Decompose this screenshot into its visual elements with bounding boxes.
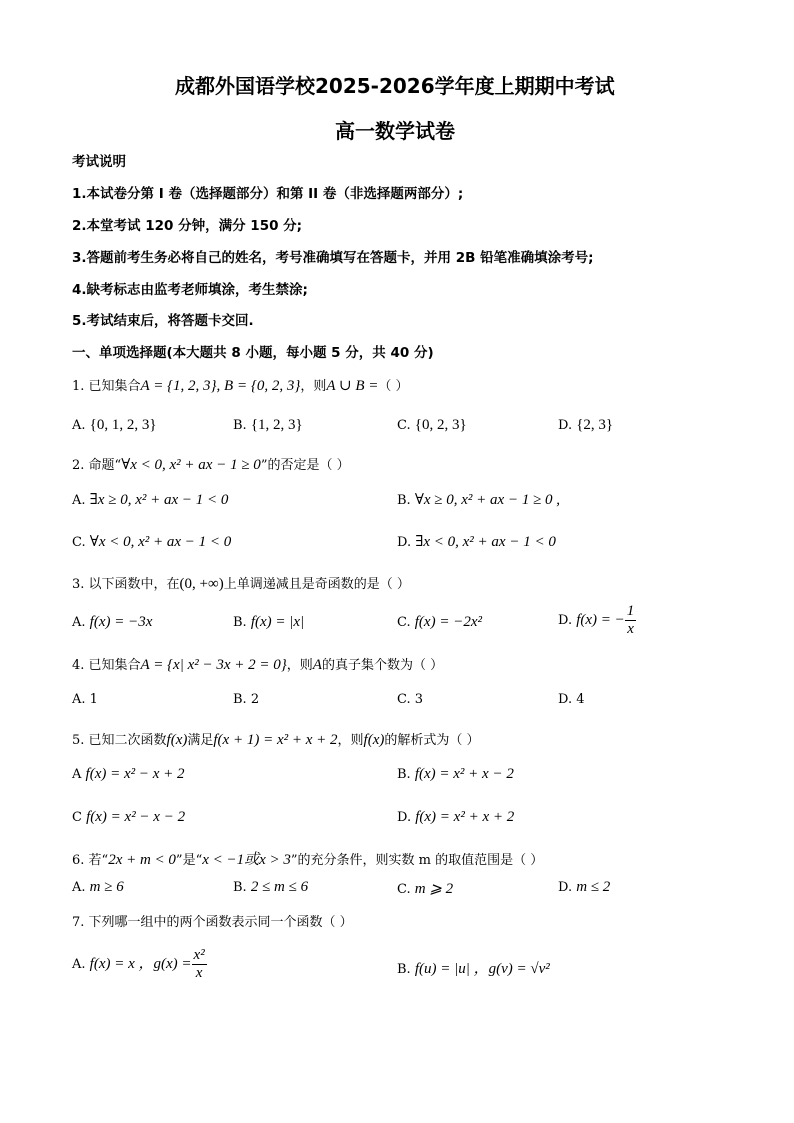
- option-math: m ≥ 6: [89, 879, 124, 895]
- question-text: 1. 已知集合: [72, 379, 141, 394]
- question-text: ，则: [300, 379, 327, 394]
- option-math: f(x) = −2x²: [414, 614, 482, 630]
- option-d: [397, 532, 556, 551]
- option-label: B.: [397, 493, 411, 508]
- fraction: [625, 604, 637, 637]
- instructions-heading: 考试说明: [72, 154, 126, 170]
- instruction-item: 3.答题前考生务必将自己的姓名，考号准确填写在答题卡，并用 2B 铅笔准确填涂考号;: [72, 250, 594, 266]
- option-math: ∀x ≥ 0, x² + ax − 1 ≥ 0 ,: [414, 492, 561, 508]
- option-a: [72, 417, 157, 434]
- option-a: [72, 614, 152, 631]
- option-a: [72, 948, 207, 981]
- option-math: f(x) = −: [576, 612, 625, 628]
- option-c: [72, 532, 231, 551]
- question-math: A ∪ B =: [326, 378, 379, 394]
- option-a: [72, 490, 228, 509]
- option-d: [558, 417, 613, 434]
- question-math: f(x): [166, 732, 188, 748]
- fraction-numerator: 1: [626, 603, 635, 619]
- question-text: 上单调递减且是奇函数的是（ ）: [223, 577, 410, 592]
- option-label: D.: [558, 418, 573, 433]
- option-math: 2 ≤ m ≤ 6: [250, 879, 309, 895]
- option-math: {0, 1, 2, 3}: [89, 417, 157, 433]
- question-text: ，则: [286, 658, 313, 673]
- option-b: [397, 766, 514, 783]
- fraction-denominator: x: [195, 965, 203, 981]
- option-label: B.: [233, 880, 247, 895]
- option-d: [558, 604, 636, 637]
- option-label: D.: [397, 810, 412, 825]
- question-text: 满足: [187, 733, 214, 748]
- option-math: f(x) = |x|: [250, 614, 305, 630]
- question-math: f(x + 1) = x² + x + 2: [213, 732, 338, 748]
- question-math: f(x): [363, 732, 385, 748]
- option-c: [397, 879, 453, 898]
- question-1: [72, 375, 409, 395]
- option-label: D.: [558, 880, 573, 895]
- question-2: [72, 454, 350, 474]
- option-math: f(x) = −3x: [89, 614, 153, 630]
- question-text: 5. 已知二次函数: [72, 733, 167, 748]
- option-math: f(x) = x² + x + 2: [415, 809, 515, 825]
- exam-subtitle: 高一数学试卷: [335, 119, 455, 143]
- option-d: [397, 809, 514, 826]
- option-math: ∃x < 0, x² + ax − 1 < 0: [415, 534, 556, 550]
- question-7: 7. 下列哪一组中的两个函数表示同一个函数（ ）: [72, 915, 353, 930]
- option-label: B.: [233, 418, 247, 433]
- question-text: ”的否定是（ ）: [260, 458, 350, 473]
- exam-title: 成都外国语学校2025-2026学年度上期期中考试: [175, 74, 615, 98]
- question-5: [72, 729, 480, 749]
- question-math: x < −1或x > 3: [202, 852, 291, 868]
- fraction-denominator: x: [627, 621, 634, 637]
- instruction-item: 2.本堂考试 120 分钟，满分 150 分;: [72, 218, 303, 234]
- option-math: {1, 2, 3}: [250, 417, 303, 433]
- option-b: [233, 417, 303, 434]
- question-text: （ ）: [378, 379, 409, 394]
- option-math: {0, 2, 3}: [414, 417, 467, 433]
- question-text: 的解析式为（ ）: [384, 733, 480, 748]
- question-6: [72, 848, 543, 869]
- option-c: [72, 809, 185, 826]
- option-math: f(u) = |u| ，g(v) = √v²: [414, 961, 550, 977]
- question-text: 3. 以下函数中，在: [72, 577, 180, 592]
- fraction: [192, 948, 207, 981]
- option-label: D.: [558, 613, 573, 628]
- option-math: ∀x < 0, x² + ax − 1 < 0: [89, 534, 232, 550]
- option-b: [397, 490, 560, 509]
- option-b: [233, 879, 308, 896]
- option-math: f(x) = x² − x − 2: [86, 809, 186, 825]
- question-math: (0, +∞): [179, 576, 224, 592]
- option-label: D.: [397, 535, 412, 550]
- option-label: B.: [233, 615, 247, 630]
- question-text: ，则: [337, 733, 364, 748]
- option-c: [397, 417, 467, 434]
- option-label: C: [72, 810, 82, 825]
- question-text: 4. 已知集合: [72, 658, 141, 673]
- instruction-item: 1.本试卷分第 I 卷（选择题部分）和第 II 卷（非选择题两部分）;: [72, 186, 464, 202]
- option-a: [72, 879, 124, 896]
- question-3: [72, 573, 410, 593]
- instruction-item: 4.缺考标志由监考老师填涂，考生禁涂;: [72, 282, 308, 298]
- option-math: ∃x ≥ 0, x² + ax − 1 < 0: [89, 492, 229, 508]
- option-label: C.: [397, 615, 411, 630]
- option-label: A.: [72, 493, 86, 508]
- option-math: f(x) = x ，g(x) =: [89, 956, 192, 972]
- question-math: ∀x < 0, x² + ax − 1 ≥ 0: [121, 457, 261, 473]
- option-math: m ⩾ 2: [414, 881, 454, 897]
- option-label: A.: [72, 615, 86, 630]
- question-math: 2x + m < 0: [108, 852, 176, 868]
- question-text: 2. 命题“: [72, 458, 122, 473]
- question-text: 的真子集个数为（ ）: [321, 658, 444, 673]
- option-label: B.: [397, 767, 411, 782]
- question-text: ”是“: [175, 853, 203, 868]
- option-label: B.: [397, 962, 411, 977]
- option-a: A. 1: [72, 692, 98, 707]
- option-label: C.: [397, 418, 411, 433]
- question-text: 6. 若“: [72, 853, 109, 868]
- option-math: f(x) = x² + x − 2: [414, 766, 514, 782]
- instruction-item: 5.考试结束后，将答题卡交回.: [72, 313, 254, 329]
- option-label: A.: [72, 957, 86, 972]
- option-b: [233, 614, 304, 631]
- option-c: C. 3: [397, 692, 424, 707]
- option-b: [397, 957, 550, 978]
- option-d: D. 4: [558, 692, 585, 707]
- option-d: [558, 879, 610, 896]
- option-math: {2, 3}: [576, 417, 614, 433]
- option-math: f(x) = x² − x + 2: [85, 766, 185, 782]
- option-label: A: [72, 767, 82, 782]
- option-a: [72, 766, 185, 783]
- question-text: ”的充分条件，则实数 m 的取值范围是（ ）: [290, 853, 544, 868]
- option-b: B. 2: [233, 692, 260, 707]
- question-math: A = {1, 2, 3}, B = {0, 2, 3}: [140, 378, 301, 394]
- option-label: C.: [72, 535, 86, 550]
- fraction-numerator: x²: [193, 947, 205, 963]
- option-c: [397, 614, 482, 631]
- option-label: A.: [72, 418, 86, 433]
- question-4: [72, 654, 443, 674]
- section-heading: 一、单项选择题(本大题共 8 小题，每小题 5 分，共 40 分): [72, 345, 434, 361]
- option-label: A.: [72, 880, 86, 895]
- question-math: A = {x| x² − 3x + 2 = 0}: [140, 657, 287, 673]
- option-math: m ≤ 2: [576, 879, 611, 895]
- question-math: A: [312, 657, 322, 673]
- option-label: C.: [397, 882, 411, 897]
